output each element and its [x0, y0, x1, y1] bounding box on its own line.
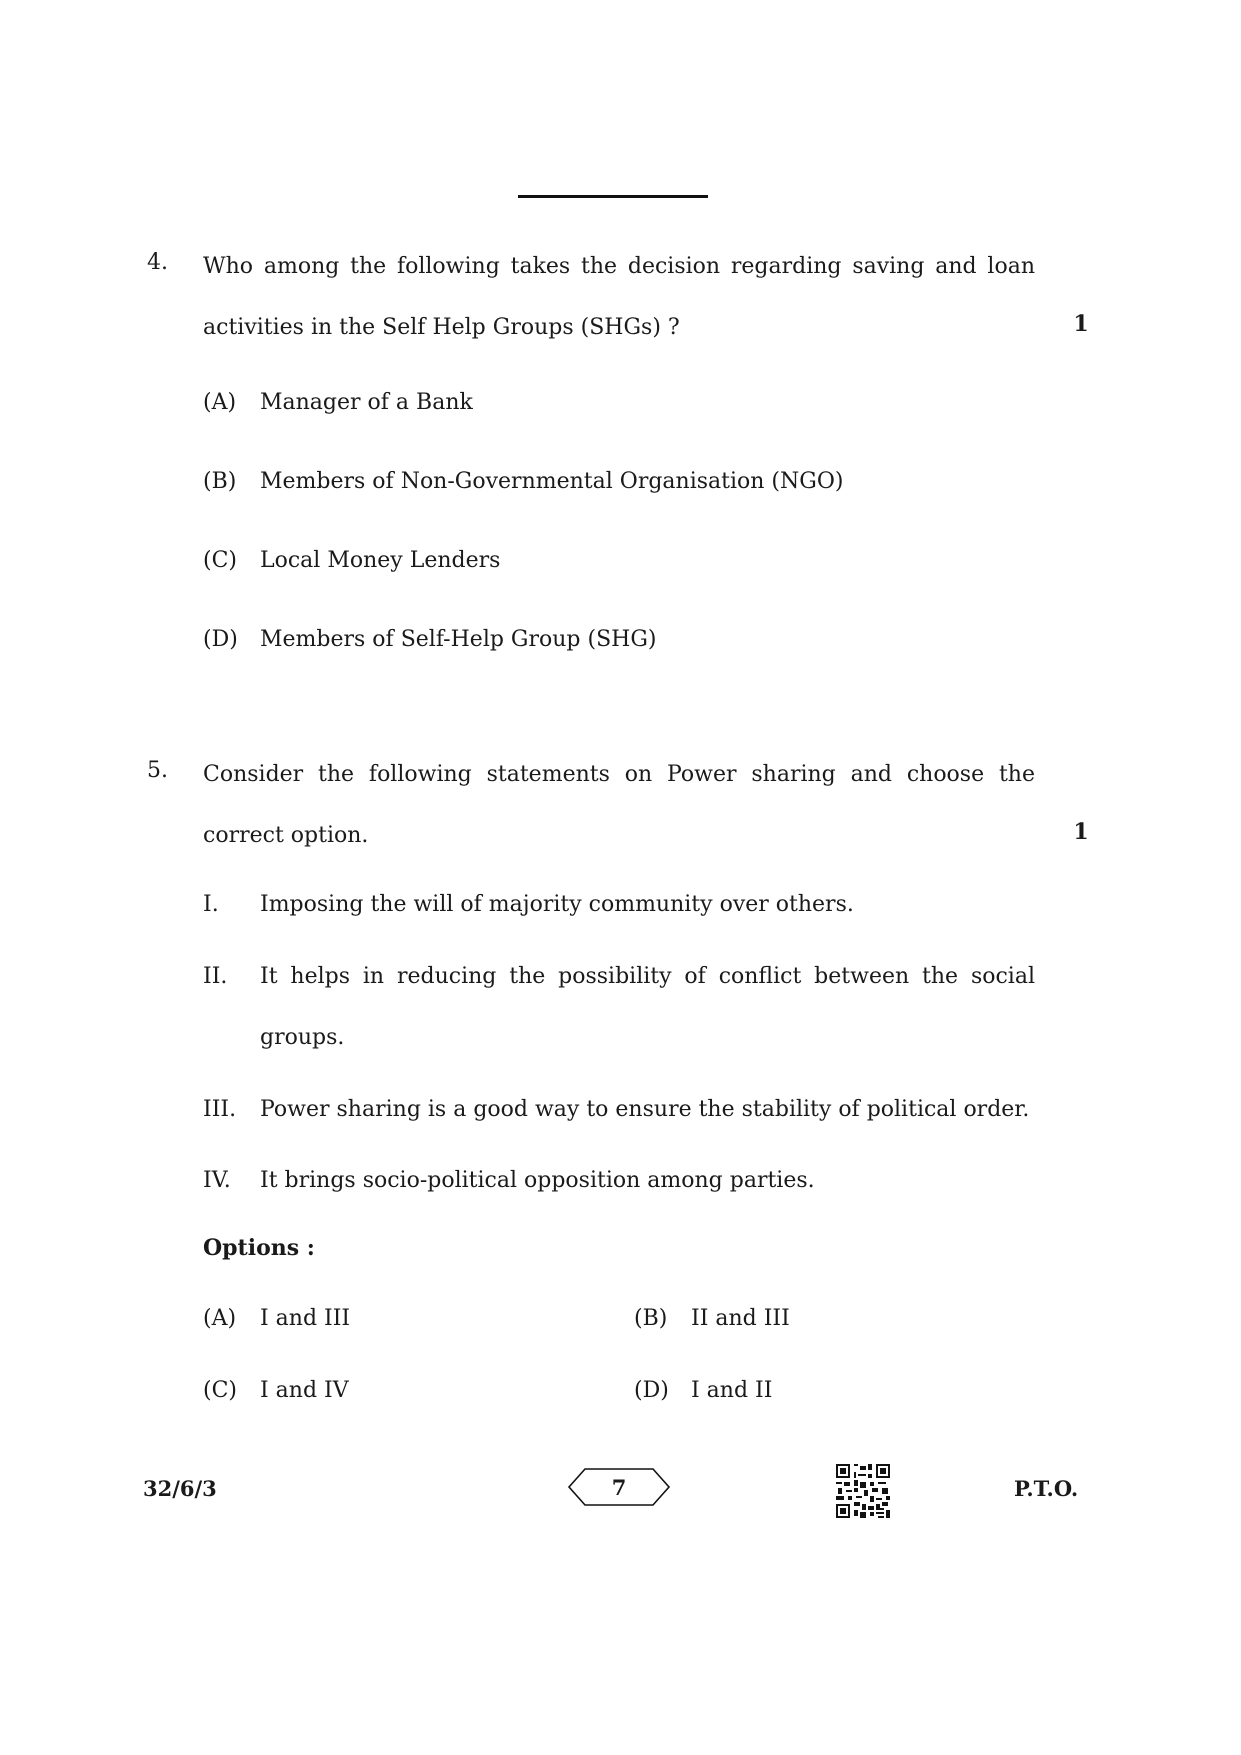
q5-statement-2-text: It helps in reducing the possibility of conflict between the social groups.: [260, 964, 1035, 1050]
q4-option-d-text: Members of Self-Help Group (SHG): [260, 627, 657, 652]
q4-option-a: [203, 390, 473, 415]
q5-option-d: [634, 1378, 772, 1403]
page-number: 7: [611, 1475, 627, 1500]
q5-statement-2: [203, 946, 1035, 1068]
please-turn-over: P.T.O.: [1014, 1476, 1079, 1501]
q4-option-b-text: Members of Non-Governmental Organisation (NGO): [260, 469, 844, 494]
q4-number: 4.: [147, 250, 168, 275]
q5-option-b-text: II and III: [691, 1306, 790, 1331]
q5-number: 5.: [147, 758, 168, 783]
q4-option-c-text: Local Money Lenders: [260, 548, 501, 573]
q5-statement-4-label: IV.: [203, 1168, 231, 1193]
q5-options-heading: Options :: [203, 1235, 315, 1261]
q5-option-c-text: I and IV: [260, 1378, 349, 1403]
q5-statement-2-label: II.: [203, 964, 228, 989]
q5-statement-1-text: Imposing the will of majority community over others.: [260, 892, 854, 917]
q5-option-b-label: (B): [634, 1306, 668, 1331]
q5-statement-3-text: Power sharing is a good way to ensure the stability of political order.: [260, 1097, 1030, 1122]
q5-option-d-text: I and II: [691, 1378, 773, 1403]
q4-option-a-label: (A): [203, 390, 237, 415]
qr-code-icon: [836, 1464, 890, 1518]
paper-code: 32/6/3: [143, 1476, 217, 1501]
q5-option-c: [203, 1378, 349, 1403]
q5-option-a-label: (A): [203, 1306, 237, 1331]
q5-option-a-text: I and III: [260, 1306, 351, 1331]
page-number-badge: [567, 1467, 671, 1507]
q5-option-d-label: (D): [634, 1378, 669, 1403]
q5-option-c-label: (C): [203, 1378, 237, 1403]
q4-option-c: [203, 548, 500, 573]
q5-option-a: [203, 1306, 350, 1331]
q5-statement-1-label: I.: [203, 892, 219, 917]
top-rule: [518, 195, 708, 198]
q5-stem: Consider the following statements on Power sharing and choose the correct option.: [203, 762, 1035, 848]
q5-statement-3-label: III.: [203, 1097, 237, 1122]
q5-statement-1: [203, 874, 1035, 935]
q4-option-c-label: (C): [203, 548, 237, 573]
q5-statement-4: [203, 1150, 1035, 1211]
q5-option-b: [634, 1306, 790, 1331]
q4-option-d: [203, 627, 657, 652]
q4-option-a-text: Manager of a Bank: [260, 390, 473, 415]
q5-marks: 1: [1073, 819, 1089, 845]
q4-stem: Who among the following takes the decision regarding saving and loan activities in the Self Help Groups (SHGs) ?: [203, 254, 1035, 340]
q4-option-b: [203, 469, 843, 494]
q5-statement-3: [203, 1079, 1035, 1140]
q4-option-d-label: (D): [203, 627, 238, 652]
q4-option-b-label: (B): [203, 469, 237, 494]
q5-statement-4-text: It brings socio-political opposition among parties.: [260, 1168, 815, 1193]
q4-marks: 1: [1073, 311, 1089, 337]
